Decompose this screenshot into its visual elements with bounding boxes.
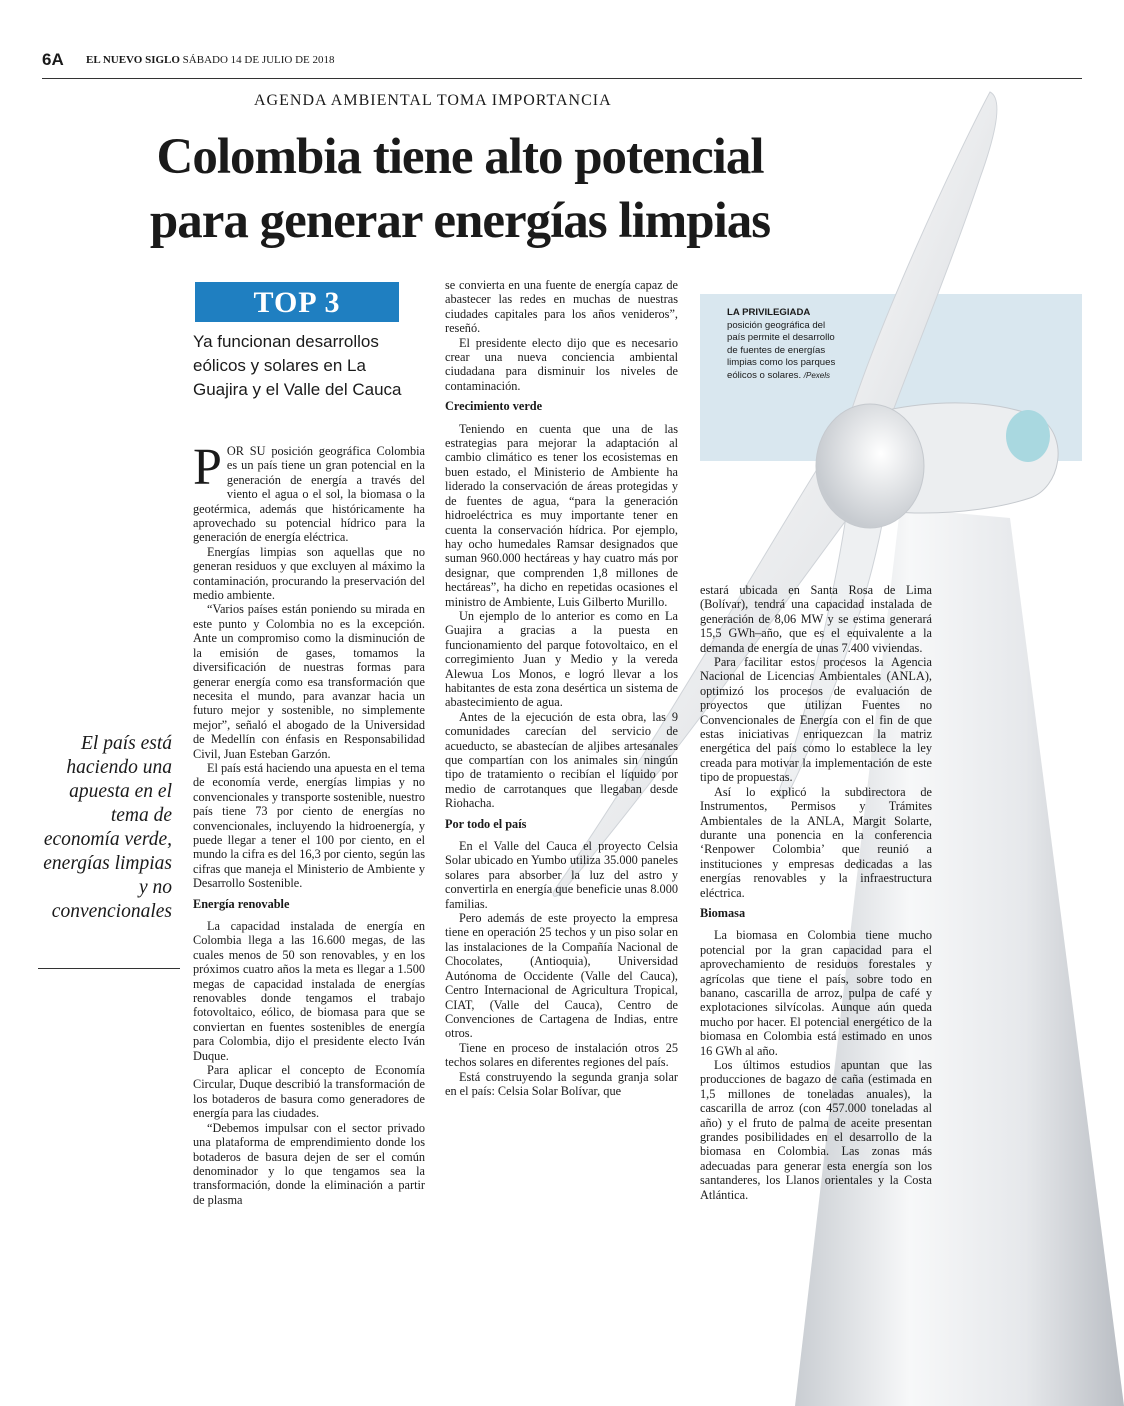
paragraph: Los últimos estudios apuntan que las producciones de bagazo de caña (estimada en 1,5 millones de toneladas anuales), la cascarilla de arroz (con 457.000 toneladas al año) y el fruto de palma de aceite presentan grandes posibilidades en el desarrollo de la biomasa en Colombia. Las zonas más adecuadas para generar esta energía son los santanderes, los Llanos orientales y la Costa Atlántica.: [700, 1058, 932, 1202]
subhead-energia-renovable: Energía renovable: [193, 896, 290, 911]
headline-line-2: para generar energías limpias: [149, 193, 771, 249]
paragraph: POR SU posición geográfica Colombia es un país tiene un gran potencial en la generación de energía a través del viento el agua o el sol, la biomasa o la geotérmica, además que históricamente ha aprovechado su potencial hídrico para la generación de energía eléctrica.: [193, 439, 425, 545]
paragraph: Pero además de este proyecto la empresa tiene en operación 25 techos y un piso solar en las instalaciones de la Compañía Nacional de Chocolates, (Antioquia), Universidad Autónoma de Occidente (Valle del Cauca), Centro Internacional de Agricultura Tropical, CIAT, (Valle del Cauca), Centro de Convenciones de Cartagena de Indias, entre otros.: [445, 911, 678, 1041]
headline: [100, 125, 820, 253]
paragraph: Tiene en proceso de instalación otros 25 techos solares en diferentes regiones del país.: [445, 1040, 678, 1070]
photo-credit: /Pexels: [803, 370, 831, 380]
paragraph: La capacidad instalada de energía en Colombia llega a las 16.600 megas, de las cuales menos de 50 son renovables, y en los próximos cuatro años la meta es llegar a 1.500 megas de capacidad instalada de energías renovables donde tengamos el trabajo fotovoltaico, eólico, de biomasa para que se conviertan en fuentes sostenibles de energía para Colombia, dijo el presidente electo Iván Duque.: [193, 919, 425, 1063]
paragraph: Teniendo en cuenta que una de las estrategias para mejorar la adaptación al cambio climático es tener los ecosistemas en buen estado, el Ministerio de Ambiente ha liderado la conservación de áreas protegidas y de fuentes de agua, “para la generación hidroeléctrica es muy importante tener en cuenta la conservación hídrica. Por ejemplo, hay ocho humedales Ramsar designados que suman 960.000 hectáreas y hay cuatro más por designar, que comprenden 1,8 millones de hectáreas”, ha dicho en repetidas ocasiones el ministro de Ambiente, Luis Gilberto Murillo.: [445, 421, 678, 609]
paragraph: se convierta en una fuente de energía capaz de abastecer las redes en muchas de nuestras ciudades capitales para los años venideros”, reseñó.: [445, 278, 678, 336]
paragraph: “Varios países están poniendo su mirada en este punto y Colombia no es la excepción. Ante un compromiso como la disminución de la emisión de gases, tomamos la diversificación de nuestras formas para generar energía como esa transformación que necesita el mundo, para avanzar hacia un futuro mejor y sostenible, no simplemente mejor”, señaló el abogado de la Universidad de Medellín con énfasis en Responsabilidad Civil, Juan Esteban Garzón.: [193, 602, 425, 761]
masthead: [86, 54, 335, 66]
paragraph: Está construyendo la segunda granja solar en el país: Celsia Solar Bolívar, que: [445, 1069, 678, 1098]
dateline: SÁBADO 14 DE JULIO DE 2018: [182, 54, 335, 66]
paragraph: Así lo explicó la subdirectora de Instrumentos, Permisos y Trámites Ambientales de la ANLA, Margit Solarte, durante una ponencia en la conferencia ‘Renpower Colombia’ que reunió a instituciones y empresas dedicadas a las energías renovables y la infraestructura eléctrica.: [700, 784, 932, 900]
headline-line-1: Colombia tiene alto potencial: [156, 129, 764, 185]
paragraph: Energías limpias son aquellas que no generan residuos y que excluyen al máximo la contaminación, procurando la preservación del medio ambiente.: [193, 544, 425, 603]
photo-caption: [727, 307, 837, 382]
pull-quote-rule: [38, 968, 180, 969]
paragraph: En el Valle del Cauca el proyecto Celsia Solar ubicado en Yumbo utiliza 35.000 paneles solares para absorber la luz del astro y convertirla en energía que beneficie unas 8.000 familias.: [445, 839, 678, 911]
column-2: [445, 278, 678, 1098]
drop-cap: P: [193, 439, 222, 496]
paragraph: “Debemos impulsar con el sector privado una plataforma de emprendimiento donde los botaderos de basura dejen de ser el común denominador y lo que tengamos sea la transformación, donde la eliminación a partir de plasma: [193, 1120, 425, 1207]
paragraph: Para facilitar estos procesos la Agencia Nacional de Licencias Ambientales (ANLA), optimizó los procesos de evaluación de proyectos que utilizan Fuentes no Convencionales de Energía con el fin de que estas iniciativas enriquezcan la matriz energética del país como lo establece la ley creada para motivar la implementación de este tipo de propuestas.: [700, 655, 932, 785]
paragraph: Para aplicar el concepto de Economía Circular, Duque describió la transformación de los botaderos de basura como generadores de energía para las ciudades.: [193, 1063, 425, 1121]
paragraph: El presidente electo dijo que es necesario crear una nueva conciencia ambiental ciudadana para disminuir los niveles de contaminación.: [445, 335, 678, 393]
paragraph: Un ejemplo de lo anterior es como en La Guajira a gracias a la puesta en funcionamiento del parque fotovoltaico, en el corregimiento Juan y Medio y la vereda Alewua Los Monos, e logró llevar a los habitantes de esta zona desértica un sistema de abastecimiento de agua.: [445, 608, 678, 710]
publication-name: EL NUEVO SIGLO: [86, 54, 180, 66]
pull-quote: El país está haciendo una apuesta en el tema de economía verde, energías limpias y no convencionales: [43, 733, 172, 922]
page-number: 6A: [42, 50, 64, 69]
paragraph: Antes de la ejecución de esta obra, las 9 comunidades carecían del servicio de acueducto, se abastecían de aljibes artesanales que compartían con los animales sin ningún tipo de tratamiento o recibían el líquido por medio de carrotanques que llegaban desde Riohacha.: [445, 709, 678, 811]
column-1: [193, 439, 425, 1207]
caption-lead: LA PRIVILEGIADA: [727, 307, 811, 318]
paragraph: La biomasa en Colombia tiene mucho potencial por la gran capacidad para el aprovechamiento de residuos forestales y agrícolas que tiene el país, sobre todo en banano, cascarilla de arroz, pulpa de café y explotaciones silvícolas. Aunque aún queda mucho por hacer. El potencial energético de la biomasa en Colombia está estimado en unos 16 GWh al año.: [700, 928, 932, 1058]
caption-text: posición geográfica del país permite el desarrollo de fuentes de energías limpias como los parques eólicos o solares.: [727, 319, 836, 381]
column-3: [700, 583, 932, 1202]
paragraph: estará ubicada en Santa Rosa de Lima (Bolívar), tendrá una capacidad instalada de generación de 8,06 MW y se estima generará 15,5 GWh–año, que es el equivalente a la demanda de energía de unas 7.400 viviendas.: [700, 583, 932, 655]
top-3-badge: TOP 3: [195, 282, 399, 322]
paragraph: El país está haciendo una apuesta en el tema de economía verde, energías limpias y no convencionales y transporte sostenible, nuestro país tiene 73 por ciento de energías no convencionales, incluyendo la hidroenergía, y puede llegar a tener el 100 por ciento, en el mundo la cifra es del 16,3 por ciento, según las cifras que maneja el Ministerio de Ambiente y Desarrollo Sostenible.: [193, 760, 425, 891]
subhead-por-todo-el-pais: Por todo el país: [445, 816, 527, 831]
deck: Ya funcionan desarrollos eólicos y solares en La Guajira y el Valle del Cauca: [193, 332, 402, 399]
header-rule: [42, 78, 1082, 79]
subhead-crecimiento-verde: Crecimiento verde: [445, 399, 543, 414]
kicker: AGENDA AMBIENTAL TOMA IMPORTANCIA: [254, 92, 612, 109]
subhead-biomasa: Biomasa: [700, 905, 746, 920]
